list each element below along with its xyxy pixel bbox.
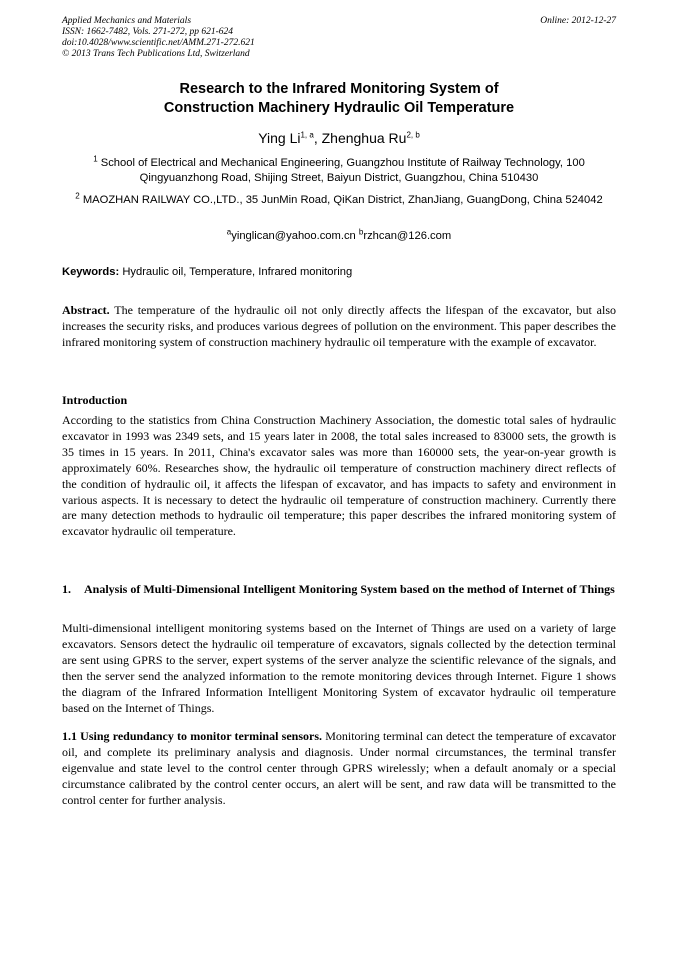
affiliation-1 [62,156,616,186]
title-line-2: Construction Machinery Hydraulic Oil Temperature [163,100,515,116]
author-separator: , [313,130,322,146]
email-mark: b [358,227,364,237]
section-1-heading [62,581,616,597]
abstract-text: The temperature of the hydraulic oil not only directly affects the lifespan of the excavator, but also increases the security risks, and produces various degrees of pollution on the environment. This paper describes the infrared monitoring system of construction machinery hydraulic oil temperature with the example of excavator. [62,303,616,349]
doi-line: doi:10.4028/www.scientific.net/AMM.271-272.621 [62,38,255,48]
issn-line: ISSN: 1662-7482, Vols. 271-272, pp 621-624 [62,27,233,37]
author-affiliation-mark: 1, a [300,130,314,140]
author-affiliation-mark: 2, b [406,130,420,140]
email-line [62,229,616,244]
subsection-1-1-paragraph [62,729,616,809]
affiliation-text: MAOZHAN RAILWAY CO.,LTD., 35 JunMin Road, QiKan District, ZhanJiang, GuangDong, China 524042 [82,194,603,206]
paper-title [62,80,616,118]
author-name: Ying Li [258,130,301,146]
introduction-heading: Introduction [62,393,128,407]
journal-header [62,16,616,60]
affiliation-mark: 1 [93,154,98,164]
section-title: Analysis of Multi-Dimensional Intelligent Monitoring System based on the method of Internet of Things [84,582,615,596]
journal-name: Applied Mechanics and Materials [62,16,192,26]
author-list [62,129,616,147]
author-name: Zhenghua Ru [321,130,407,146]
affiliation-2 [62,193,616,208]
email-address[interactable]: yinglican@yahoo.com.cn [231,230,356,242]
affiliation-text: School of Electrical and Mechanical Engineering, Guangzhou Institute of Railway Technology, 100 Qingyuanzhong Road, Shijing Street, Baiyun District, Guangzhou, China 510430 [100,157,585,184]
keywords-label: Keywords: [62,266,120,278]
keywords [62,265,616,280]
online-date: Online: 2012-12-27 [540,16,616,26]
abstract [62,303,616,351]
copyright-line: © 2013 Trans Tech Publications Ltd, Switzerland [62,49,250,59]
subsection-lead: 1.1 Using redundancy to monitor terminal sensors. [62,729,322,743]
abstract-label: Abstract. [62,303,110,317]
keywords-text: Hydraulic oil, Temperature, Infrared monitoring [122,266,353,278]
subsection-text: Monitoring terminal can detect the temperature of excavator oil, and complete its preliminary analysis and diagnosis. Under normal circumstances, the terminal transfer eigenvalue and state level to the control center through GPRS wirelessly; when a default anomaly or a special circumstance calibrated by the control center occurs, an alert will be sent, and raw data will be transmitted to the control center for further analysis. [62,729,617,807]
section-number: 1. [62,582,71,596]
title-line-1: Research to the Infrared Monitoring System of [179,81,499,97]
introduction-paragraph: According to the statistics from China Construction Machinery Association, the domestic total sales of hydraulic excavator in 1993 was 2349 sets, and 15 years later in 2008, the total sales increased to 83000 sets, the growth is 35 times in 15 years. In 2011, China's excavator sales was more than 160000 sets, the year-on-year growth is approximately 60%. Researches show, the hydraulic oil temperature of construction machinery direct reflects of the condition of hydraulic oil, it affects the lifespan of excavator, and has impacts to safety and environment in various aspects. It is necessary to detect the hydraulic oil temperature of construction machinery. Currently there are many detection methods to hydraulic oil temperature; this paper describes the infrared monitoring system of excavator hydraulic oil temperature. [62,413,616,539]
affiliation-mark: 2 [75,191,80,201]
email-address[interactable]: rzhcan@126.com [363,230,452,242]
email-mark: a [226,227,232,237]
section-1-paragraph: Multi-dimensional intelligent monitoring systems based on the Internet of Things are used on a variety of large excavators. Sensors detect the hydraulic oil temperature of excavators, signals collected by the detection terminal are sent using GPRS to the server, expert systems of the server analyze the scientific relevance of the signals, and then the server send the analyzed information to the remote monitoring devices through Internet. Figure 1 shows the diagram of the Infrared Information Intelligent Monitoring System of excavator hydraulic oil temperature based on the Internet of Things. [62,621,616,715]
